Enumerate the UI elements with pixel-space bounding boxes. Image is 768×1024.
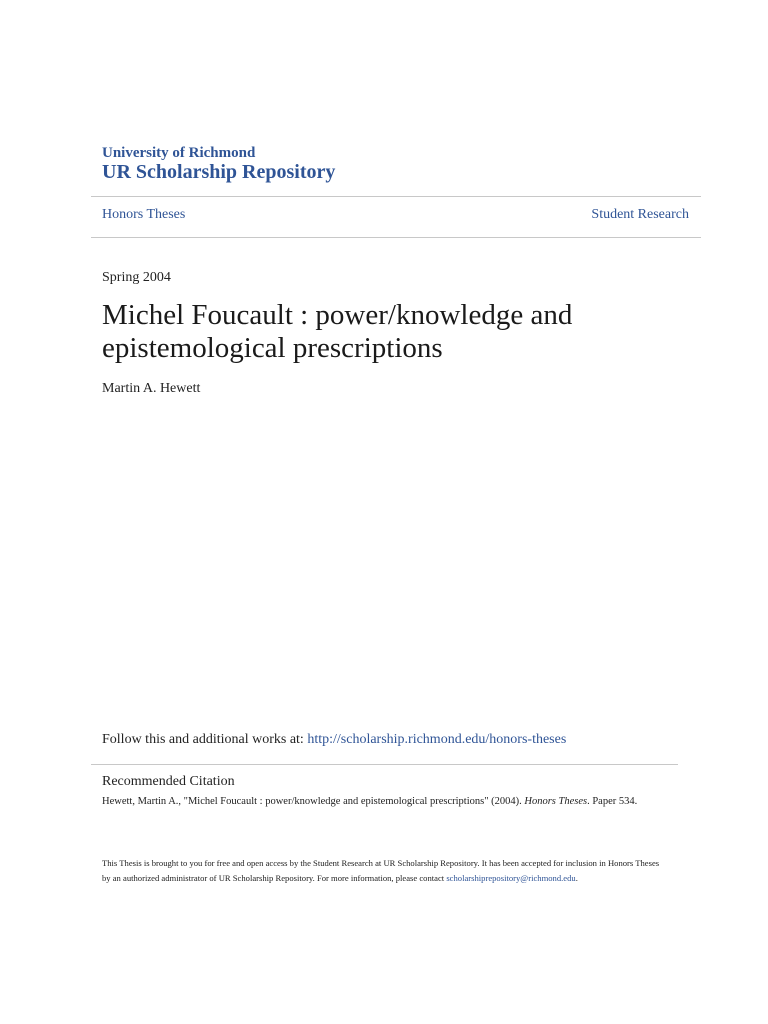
divider-top xyxy=(91,196,701,197)
citation-series: Honors Theses xyxy=(524,796,588,807)
document-title: Michel Foucault : power/knowledge and epistemological prescriptions xyxy=(102,299,573,364)
university-name: University of Richmond xyxy=(102,145,256,161)
citation-text xyxy=(102,796,637,807)
follow-text: Follow this and additional works at: xyxy=(102,732,308,747)
document-author: Martin A. Hewett xyxy=(102,381,201,396)
honors-theses-link[interactable]: Honors Theses xyxy=(102,207,186,222)
follow-line xyxy=(102,732,566,748)
divider-nav xyxy=(91,237,701,238)
honors-theses-url-link[interactable]: http://scholarship.richmond.edu/honors-theses xyxy=(307,732,567,747)
contact-email-link[interactable]: scholarshiprepository@richmond.edu xyxy=(446,873,576,883)
recommended-citation-heading: Recommended Citation xyxy=(102,774,235,789)
access-notice xyxy=(102,856,662,886)
notice-end: . xyxy=(575,873,578,883)
student-research-link[interactable]: Student Research xyxy=(591,207,689,222)
citation-paper: . Paper 534. xyxy=(587,796,638,807)
citation-main: Hewett, Martin A., "Michel Foucault : power/knowledge and epistemological prescriptions" (2004). xyxy=(102,796,525,807)
repository-name: UR Scholarship Repository xyxy=(102,161,336,183)
publication-date: Spring 2004 xyxy=(102,270,171,285)
notice-text: This Thesis is brought to you for free and open access by the Student Research at UR Scholarship Repository. It has been accepted for inclusion in Honors Theses by an authorized administrator of UR Scholarship Repository. For more information, please contact xyxy=(102,858,660,883)
divider-citation xyxy=(91,764,678,765)
